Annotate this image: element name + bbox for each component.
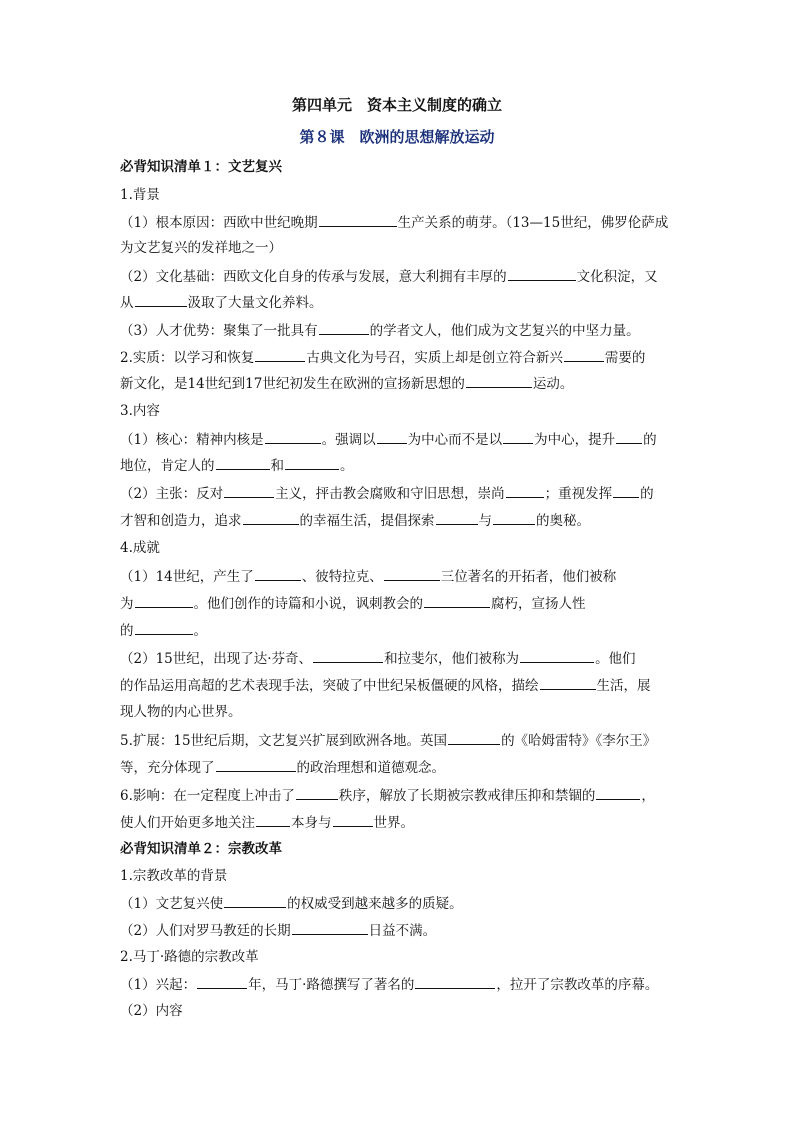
essence-line: 2.实质：以学习和恢复 古典文化为号召，实质上却是创立符合新兴 需要的	[120, 347, 645, 368]
answer-blank[interactable]	[265, 429, 321, 444]
background-line-1: （1）根本原因：西欧中世纪晚期 生产关系的萌芽。（13—15世纪，佛罗伦萨成	[120, 212, 668, 233]
item-background: 1.背景	[120, 187, 160, 203]
answer-blank[interactable]	[503, 429, 533, 444]
answer-blank[interactable]	[333, 812, 373, 827]
item-reform-background: 1.宗教改革的背景	[120, 868, 228, 884]
item-achievements: 4.成就	[120, 540, 160, 556]
answer-blank[interactable]	[255, 347, 305, 362]
extension-line: 5.扩展：15世纪后期，文艺复兴扩展到欧洲各地。英国 的《哈姆雷特》《李尔王》	[120, 730, 656, 751]
background-line-2-cont: 从 汲取了大量文化养料。	[120, 292, 323, 313]
answer-blank[interactable]	[319, 320, 369, 335]
content-line-2: （2）主张：反对 主义，抨击教会腐败和守旧思想，崇尚 ；重视发挥 的	[120, 483, 654, 504]
answer-blank[interactable]	[506, 483, 544, 498]
answer-blank[interactable]	[135, 292, 187, 307]
answer-blank[interactable]	[616, 429, 642, 444]
answer-blank[interactable]	[319, 212, 397, 227]
luther-line-2: （2）内容	[120, 1003, 183, 1019]
answer-blank[interactable]	[596, 785, 640, 800]
reform-background-line-1: （1）文艺复兴使 的权威受到越来越多的质疑。	[120, 893, 463, 914]
background-line-3: （3）人才优势：聚集了一批具有 的学者文人，他们成为文艺复兴的中坚力量。	[120, 320, 640, 341]
answer-blank[interactable]	[292, 920, 368, 935]
answer-blank[interactable]	[448, 730, 500, 745]
answer-blank[interactable]	[384, 566, 440, 581]
achievement-line-1-cont: 为 。他们创作的诗篇和小说，讽刺教会的 腐朽，宣扬人性	[120, 593, 586, 614]
achievement-line-2: （2）15世纪，出现了达·芬奇、 和拉斐尔，他们被称为 。他们	[120, 648, 636, 669]
answer-blank[interactable]	[436, 510, 478, 525]
answer-blank[interactable]	[508, 266, 576, 281]
influence-line-cont: 使人们开始更多地关注 本身与 世界。	[120, 812, 414, 833]
answer-blank[interactable]	[256, 812, 290, 827]
answer-blank[interactable]	[415, 974, 495, 989]
influence-line: 6.影响：在一定程度上冲击了 秩序，解放了长期被宗教戒律压抑和禁锢的 ，	[120, 785, 655, 806]
answer-blank[interactable]	[377, 429, 407, 444]
achievement-line-2-cont: 的作品运用高超的艺术表现手法，突破了中世纪呆板僵硬的风格，描绘 生活，展	[120, 675, 651, 696]
answer-blank[interactable]	[285, 455, 339, 470]
answer-blank[interactable]	[135, 620, 193, 635]
answer-blank[interactable]	[613, 483, 639, 498]
answer-blank[interactable]	[255, 566, 301, 581]
item-luther-reform: 2.马丁·路德的宗教改革	[120, 949, 259, 965]
reform-background-line-2: （2）人们对罗马教廷的长期 日益不满。	[120, 920, 436, 941]
answer-blank[interactable]	[224, 893, 286, 908]
answer-blank[interactable]	[224, 483, 274, 498]
answer-blank[interactable]	[135, 593, 193, 608]
content-line-1-cont: 地位，肯定人的 和 。	[120, 455, 354, 476]
background-line-1-cont: 为文艺复兴的发祥地之一）	[120, 240, 282, 256]
achievement-line-1: （1）14世纪，产生了 、彼特拉克、 三位著名的开拓者，他们被称	[120, 566, 616, 587]
background-line-2: （2）文化基础：西欧文化自身的传承与发展，意大利拥有丰厚的 文化积淀，又	[120, 266, 658, 287]
luther-line-1: （1）兴起： 年，马丁·路德撰写了著名的 ，拉开了宗教改革的序幕。	[120, 974, 658, 995]
achievement-line-2-cont2: 现人物的内心世界。	[120, 704, 242, 720]
achievement-line-1-cont2: 的 。	[120, 620, 207, 641]
answer-blank[interactable]	[243, 510, 299, 525]
essence-line-cont: 新文化，是14世纪到17世纪初发生在欧洲的宣扬新思想的 运动。	[120, 373, 573, 394]
section-heading-renaissance: 必背知识清单１：文艺复兴	[120, 159, 282, 175]
content-line-1: （1）核心：精神内核是 。强调以 为中心而不是以 为中心，提升 的	[120, 429, 657, 450]
answer-blank[interactable]	[540, 675, 596, 690]
answer-blank[interactable]	[197, 974, 247, 989]
section-heading-reformation: 必背知识清单２：宗教改革	[120, 841, 282, 857]
lesson-title: 第８课 欧洲的思想解放运动	[299, 128, 495, 146]
content-line-2-cont: 才智和创造力，追求 的幸福生活，提倡探索 与 的奥秘。	[120, 510, 590, 531]
unit-title: 第四单元 资本主义制度的确立	[291, 96, 502, 114]
answer-blank[interactable]	[424, 593, 490, 608]
answer-blank[interactable]	[296, 785, 338, 800]
answer-blank[interactable]	[520, 648, 594, 663]
answer-blank[interactable]	[466, 373, 532, 388]
answer-blank[interactable]	[493, 510, 535, 525]
extension-line-cont: 等，充分体现了 的政治理想和道德观念。	[120, 757, 445, 778]
answer-blank[interactable]	[313, 648, 383, 663]
answer-blank[interactable]	[216, 757, 296, 772]
item-content: 3.内容	[120, 403, 160, 419]
answer-blank[interactable]	[216, 455, 270, 470]
answer-blank[interactable]	[564, 347, 604, 362]
